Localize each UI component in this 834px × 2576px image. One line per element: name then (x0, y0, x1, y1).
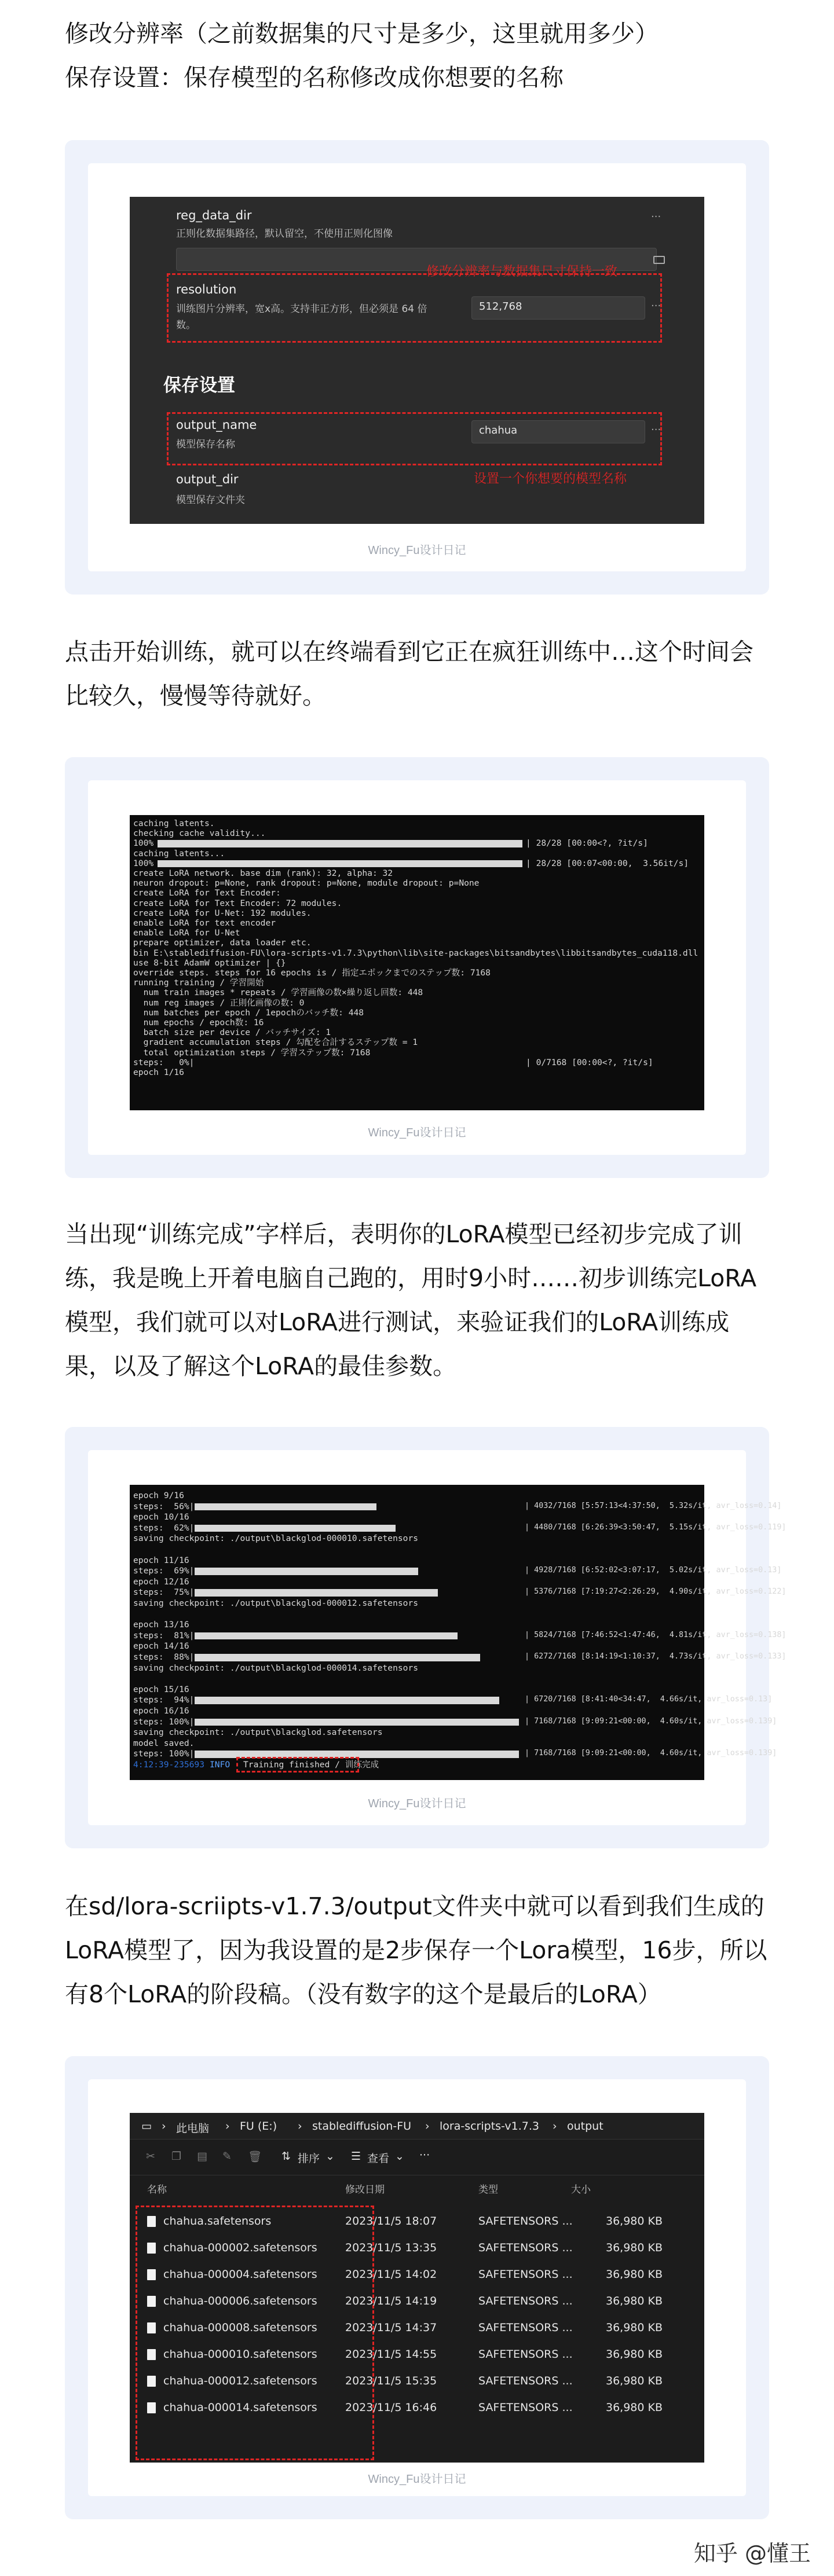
resolution-desc-2: 数。 (176, 320, 196, 331)
zhihu-watermark: 知乎 @懂王 (693, 2541, 811, 2566)
file-size: 36,980 KB (606, 2241, 663, 2254)
file-type: SAFETENSORS ... (478, 2215, 573, 2228)
terminal-line: 100% (133, 858, 154, 868)
figure-caption: Wincy_Fu设计日记 (368, 544, 466, 557)
file-icon (147, 2349, 156, 2360)
sort-button[interactable]: 排序 (298, 2152, 320, 2165)
view-button[interactable]: 查看 (367, 2152, 390, 2165)
paragraph-resolution (65, 12, 769, 100)
reg-data-dir-desc: 正则化数据集路径，默认留空，不使用正则化图像 (176, 228, 393, 240)
terminal-training-finish (130, 1485, 787, 1780)
text-line: LoRA模型了，因为我设置的是2步保存一个Lora模型，16步，所以 (65, 1936, 767, 1964)
chevron-right-icon: › (553, 2120, 557, 2133)
terminal-line: create LoRA for U-Net: 192 modules. (133, 908, 312, 918)
paragraph-training (65, 630, 769, 718)
progress-stats: | 6720/7168 [8:41:40<34:47, 4.66s/it, avr_loss=0.13] (525, 1695, 773, 1704)
resolution-desc-1: 训练图片分辨率，宽x高。支持非正方形，但必须是 64 倍 (176, 303, 427, 315)
highlight-finished (236, 1757, 359, 1773)
terminal-line: epoch 9/16 (133, 1491, 184, 1500)
file-name[interactable]: chahua-000012.safetensors (163, 2375, 317, 2387)
file-date: 2023/11/5 18:07 (345, 2215, 437, 2228)
terminal-line: epoch 15/16 (133, 1684, 189, 1694)
file-name[interactable]: chahua-000006.safetensors (163, 2295, 317, 2307)
address-bar[interactable] (130, 2113, 704, 2140)
terminal-line: neuron dropout: p=None, rank dropout: p=None, module dropout: p=None (133, 878, 480, 889)
progress-bar (195, 1632, 458, 1640)
terminal-line: caching latents... (133, 848, 225, 858)
text-line: 模型，我们就可以对LoRA进行测试，来验证我们的LoRA训练成 (65, 1308, 730, 1336)
copy-icon[interactable]: ❐ (171, 2150, 182, 2163)
terminal-line: steps: 88%| (133, 1652, 195, 1662)
terminal-line: num reg images / 正則化画像の数: 0 (133, 997, 305, 1008)
file-icon (147, 2376, 156, 2387)
paragraph-output-folder (65, 1884, 769, 2016)
text-line: 果，以及了解这个LoRA的最佳参数。 (65, 1352, 457, 1380)
terminal-line: steps: 75%| (133, 1587, 195, 1598)
figure-terminal-finish-card (65, 1427, 787, 1848)
terminal-line: create LoRA network. base dim (rank): 32, alpha: 32 (133, 868, 393, 878)
log-level: INFO (210, 1760, 231, 1770)
file-name[interactable]: chahua-000002.safetensors (163, 2241, 317, 2254)
text-line: 保存设置：保存模型的名称修改成你想要的名称 (65, 64, 564, 91)
terminal-line: prepare optimizer, data loader etc. (133, 938, 312, 948)
file-type: SAFETENSORS ... (478, 2295, 573, 2307)
terminal-line: 100% (133, 838, 154, 849)
text-line: 在sd/lora-scriipts-v1.7.3/output文件夹中就可以看到我们生成的 (65, 1892, 765, 1920)
file-size: 36,980 KB (606, 2295, 663, 2307)
terminal-line: steps: 62%| (133, 1522, 195, 1533)
file-icon (147, 2216, 156, 2227)
terminal-line: steps: 100%| (133, 1716, 195, 1727)
file-name[interactable]: chahua-000010.safetensors (163, 2348, 317, 2361)
resolution-label: resolution (176, 282, 237, 296)
file-date: 2023/11/5 14:02 (345, 2268, 437, 2281)
file-icon (147, 2322, 156, 2333)
text-line: 比较久，慢慢等待就好。 (65, 682, 326, 710)
file-icon (147, 2402, 156, 2413)
progress-stats: | 6272/7168 [8:14:19<1:10:37, 4.73s/it, avr_loss=0.133] (525, 1652, 787, 1661)
progress-stats: | 5824/7168 [7:46:52<1:47:46, 4.81s/it, avr_loss=0.138] (525, 1630, 787, 1639)
progress-stats: | 4928/7168 [6:52:02<3:07:17, 5.02s/it, avr_loss=0.13] (525, 1566, 782, 1575)
figure-caption: Wincy_Fu设计日记 (368, 2473, 466, 2486)
terminal-line: model saved. (133, 1738, 195, 1748)
folder-icon[interactable] (653, 256, 665, 264)
column-header-size[interactable]: 大小 (571, 2184, 591, 2196)
terminal-line: steps: 100%| (133, 1749, 195, 1759)
file-date: 2023/11/5 16:46 (345, 2401, 437, 2414)
text-line: 练，我是晚上开着电脑自己跑的，用时9小时……初步训练完LoRA (65, 1264, 757, 1292)
terminal-line: steps: 94%| (133, 1695, 195, 1705)
reg-data-dir-label: reg_data_dir (176, 208, 252, 222)
file-size: 36,980 KB (606, 2348, 663, 2361)
file-explorer-screenshot (130, 2113, 704, 2463)
training-finished-message: Training finished / 训练完成 (243, 1760, 379, 1770)
terminal-line: gradient accumulation steps / 勾配を合計するステップ数 = 1 (133, 1037, 418, 1048)
terminal-line: total optimization steps / 学習ステップ数: 7168 (133, 1047, 371, 1058)
terminal-line: saving checkpoint: ./output\blackglod-000010.safetensors (133, 1533, 419, 1544)
terminal-line: epoch 10/16 (133, 1512, 189, 1522)
file-size: 36,980 KB (606, 2401, 663, 2414)
terminal-line: create LoRA for Text Encoder: 72 modules. (133, 898, 342, 908)
terminal-training-start (130, 815, 704, 1110)
file-type: SAFETENSORS ... (478, 2401, 573, 2414)
file-size: 36,980 KB (606, 2215, 663, 2228)
resolution-input[interactable]: 512,768 (471, 296, 645, 320)
paragraph-training-done (65, 1212, 769, 1388)
file-size: 36,980 KB (606, 2375, 663, 2387)
progress-stats: | 0/7168 [00:00<?, ?it/s] (526, 1057, 653, 1067)
chevron-right-icon: › (225, 2120, 230, 2133)
progress-bar (195, 1719, 519, 1726)
file-date: 2023/11/5 14:55 (345, 2348, 437, 2361)
terminal-line: steps: 0%| (133, 1057, 195, 1067)
monitor-icon: ▭ (141, 2120, 152, 2133)
progress-stats: | 4032/7168 [5:57:13<4:37:50, 5.32s/it, avr_loss=0.14] (525, 1501, 782, 1510)
progress-stats: | 28/28 [00:07<00:00, 3.56it/s] (526, 858, 689, 868)
file-type: SAFETENSORS ... (478, 2241, 573, 2254)
figure-caption: Wincy_Fu设计日记 (368, 1126, 466, 1139)
sort-icon[interactable]: ⇅ (281, 2150, 291, 2163)
output-name-desc: 模型保存名称 (176, 439, 235, 450)
more-icon[interactable]: ··· (651, 300, 661, 312)
output-name-input[interactable]: chahua (471, 420, 645, 443)
terminal-line: steps: 56%| (133, 1501, 195, 1511)
file-name[interactable]: chahua.safetensors (163, 2215, 272, 2228)
terminal-line: enable LoRA for text encoder (133, 918, 276, 928)
chevron-down-icon[interactable]: ⌄ (325, 2150, 335, 2163)
column-header-type[interactable]: 类型 (478, 2184, 498, 2196)
progress-stats: | 4480/7168 [6:26:39<3:50:47, 5.15s/it, avr_loss=0.119] (525, 1522, 787, 1532)
text-line: 有8个LoRA的阶段稿。（没有数字的这个是最后的LoRA） (65, 1980, 661, 2008)
section-title-save-settings: 保存设置 (163, 375, 235, 396)
terminal-line: use 8-bit AdamW optimizer | {} (133, 957, 286, 968)
more-icon[interactable]: ··· (651, 211, 661, 223)
file-date: 2023/11/5 15:35 (345, 2375, 437, 2387)
terminal-line: running training / 学習開始 (133, 978, 264, 988)
progress-bar (195, 1568, 418, 1575)
text-line: 当出现“训练完成”字样后，表明你的LoRA模型已经初步完成了训 (65, 1220, 742, 1248)
file-icon (147, 2243, 156, 2254)
progress-stats: | 7168/7168 [9:09:21<00:00, 4.60s/it, avr_loss=0.139] (525, 1749, 777, 1758)
file-icon (147, 2269, 156, 2280)
text-line: 修改分辨率（之前数据集的尺寸是多少，这里就用多少） (65, 20, 659, 47)
breadcrumb-item[interactable]: stablediffusion-FU (312, 2120, 412, 2133)
delete-icon[interactable]: 🗑 (248, 2151, 262, 2163)
terminal-line: enable LoRA for U-Net (133, 928, 240, 938)
file-date: 2023/11/5 14:37 (345, 2321, 437, 2334)
output-name-label: output_name (176, 418, 257, 432)
file-date: 2023/11/5 14:19 (345, 2295, 437, 2307)
terminal-line: saving checkpoint: ./output\blackglod-000014.safetensors (133, 1663, 419, 1673)
breadcrumb-item[interactable]: lora-scripts-v1.7.3 (440, 2120, 539, 2133)
paste-icon[interactable]: ▤ (197, 2150, 207, 2163)
annotation-model-name: 设置一个你想要的模型名称 (474, 472, 627, 486)
settings-screenshot (130, 197, 704, 524)
terminal-line: num epochs / epoch数: 16 (133, 1018, 264, 1028)
file-type: SAFETENSORS ... (478, 2375, 573, 2387)
file-name[interactable]: chahua-000004.safetensors (163, 2268, 317, 2281)
terminal-line: steps: 69%| (133, 1566, 195, 1576)
terminal-line: saving checkpoint: ./output\blackglod-000012.safetensors (133, 1598, 419, 1608)
breadcrumb-item[interactable]: 此电脑 (176, 2122, 210, 2135)
file-type: SAFETENSORS ... (478, 2321, 573, 2334)
file-size: 36,980 KB (606, 2321, 663, 2334)
file-type: SAFETENSORS ... (478, 2268, 573, 2281)
figure-terminal-start-card (65, 757, 769, 1178)
file-name[interactable]: chahua-000014.safetensors (163, 2401, 317, 2414)
chevron-right-icon: › (162, 2120, 166, 2133)
progress-stats: | 7168/7168 [9:09:21<00:00, 4.60s/it, avr_loss=0.139] (525, 1716, 777, 1726)
view-icon[interactable]: ☰ (351, 2150, 361, 2163)
column-header-name[interactable]: 名称 (147, 2184, 167, 2196)
terminal-line: num batches per epoch / 1epochのバッチ数: 448 (133, 1007, 364, 1018)
log-time: 4:12:39-235693 (133, 1760, 205, 1770)
progress-stats: | 28/28 [00:00<?, ?it/s] (526, 838, 648, 849)
file-date: 2023/11/5 13:35 (345, 2241, 437, 2254)
annotation-resolution: 修改分辨率与数据集尺寸保持一致 (426, 265, 618, 279)
progress-bar (195, 1654, 480, 1661)
terminal-line: epoch 12/16 (133, 1576, 189, 1587)
terminal-line: num train images * repeats / 学習画像の数×繰り返し回数: 448 (133, 988, 423, 998)
terminal-line: caching latents. (133, 819, 215, 828)
terminal-line: epoch 14/16 (133, 1641, 189, 1652)
breadcrumb-item[interactable]: output (567, 2120, 603, 2133)
file-type: SAFETENSORS ... (478, 2348, 573, 2361)
figure-explorer-card (65, 2056, 769, 2519)
rename-icon[interactable]: ✎ (222, 2150, 232, 2163)
terminal-line: epoch 13/16 (133, 1620, 189, 1630)
cut-icon[interactable]: ✂ (146, 2150, 155, 2163)
terminal-line: epoch 11/16 (133, 1555, 189, 1565)
progress-bar (195, 1525, 396, 1532)
figure-settings-card (65, 140, 769, 595)
progress-bar (158, 860, 522, 867)
terminal-line: epoch 1/16 (133, 1067, 184, 1077)
progress-bar (195, 1697, 499, 1704)
file-name[interactable]: chahua-000008.safetensors (163, 2321, 317, 2334)
terminal-line: epoch 16/16 (133, 1706, 189, 1716)
progress-stats: | 5376/7168 [7:19:27<2:26:29, 4.90s/it, avr_loss=0.122] (525, 1587, 787, 1597)
output-dir-label: output_dir (176, 472, 239, 486)
terminal-line: override steps. steps for 16 epochs is / 指定エポックまでのステップ数: 7168 (133, 968, 491, 978)
toolbar (130, 2140, 704, 2175)
terminal-line: batch size per device / バッチサイズ: 1 (133, 1028, 331, 1038)
chevron-right-icon: › (298, 2120, 302, 2133)
terminal-line: checking cache validity... (133, 828, 266, 839)
terminal-line: bin E:\stablediffusion-FU\lora-scripts-v1.7.3\python\lib\site-packages\bitsandbytes\libbitsandbytes_cuda118.dll (133, 948, 698, 958)
file-size: 36,980 KB (606, 2268, 663, 2281)
output-dir-desc: 模型保存文件夹 (176, 494, 245, 506)
progress-bar (158, 840, 522, 847)
figure-caption: Wincy_Fu设计日记 (368, 1797, 466, 1810)
chevron-down-icon[interactable]: ⌄ (395, 2150, 404, 2163)
chevron-right-icon: › (425, 2120, 430, 2133)
file-icon (147, 2296, 156, 2307)
progress-bar (195, 1503, 376, 1511)
progress-bar (195, 1589, 438, 1597)
terminal-line: create LoRA for Text Encoder: (133, 888, 281, 898)
breadcrumb-item[interactable]: FU (E:) (240, 2120, 277, 2133)
more-button[interactable]: ··· (419, 2149, 430, 2162)
terminal-line: saving checkpoint: ./output\blackglod.safetensors (133, 1727, 383, 1738)
text-line: 点击开始训练，就可以在终端看到它正在疯狂训练中…这个时间会 (65, 638, 753, 666)
column-header-date[interactable]: 修改日期 (345, 2184, 385, 2196)
more-icon[interactable]: ··· (651, 424, 661, 436)
terminal-line: steps: 81%| (133, 1630, 195, 1641)
